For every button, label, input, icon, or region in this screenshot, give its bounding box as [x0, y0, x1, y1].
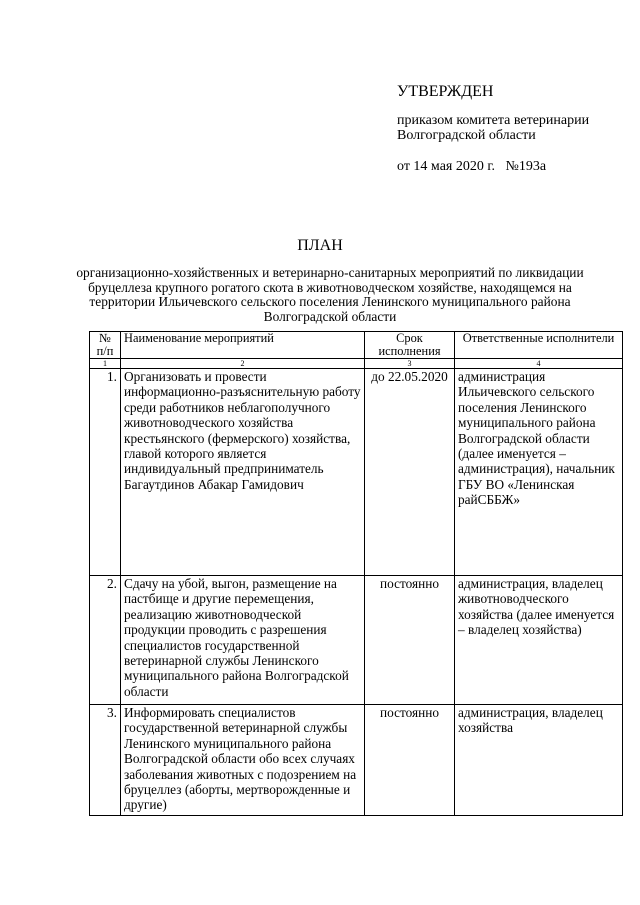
- approval-date: от 14 мая 2020 г. №193а: [397, 159, 547, 174]
- row-num: 1.: [90, 369, 121, 576]
- column-number: 3: [365, 359, 455, 369]
- row-num: 3.: [90, 705, 121, 816]
- table-row: [90, 369, 623, 576]
- row-resp: администрация, владелец животноводческого хозяйства (далее именуется – владелец хозяйства): [455, 576, 623, 705]
- approval-block: [397, 82, 627, 175]
- plan-subtitle: организационно-хозяйственных и ветеринарно-санитарных мероприятий по ликвидации бруцеллеза крупного рогатого скота в животноводческом хозяйстве, находящемся на территории Ильичевского сельского поселения Ленинского муниципального района Волгоградской области: [76, 265, 584, 324]
- row-name: Организовать и провести информационно-разъяснительную работу среди работников неблагополучного животноводческого хозяйства крестьянского (фермерского) хозяйства, главой которого является индивидуальный предприниматель Багаутдинов Абакар Гамидович: [121, 369, 365, 576]
- header-resp: Ответственные исполнители: [455, 332, 623, 359]
- row-name: Информировать специалистов государственной ветеринарной службы Ленинского муниципального района Волгоградской области обо всех случаях заболевания животных с подозрением на бруцеллез (аборты, мертворожденные и другие): [121, 705, 365, 816]
- approval-order: [397, 113, 627, 143]
- row-resp: администрация, владелец хозяйства: [455, 705, 623, 816]
- approval-order-line-2: Волгоградской области: [397, 128, 536, 143]
- header-name: Наименование мероприятий: [121, 332, 365, 359]
- approval-title: УТВЕРЖДЕН: [397, 83, 494, 100]
- row-num: 2.: [90, 576, 121, 705]
- column-number: 2: [121, 359, 365, 369]
- header-term: Срок исполнения: [365, 332, 455, 359]
- table-header-row: [90, 332, 623, 359]
- row-term: постоянно: [365, 705, 455, 816]
- row-resp: администрация Ильичевского сельского поселения Ленинского муниципального района Волгоградской области (далее именуется – администрация), начальник ГБУ ВО «Ленинская райСББЖ»: [455, 369, 623, 576]
- row-term: до 22.05.2020: [365, 369, 455, 576]
- row-term: постоянно: [365, 576, 455, 705]
- table-row: [90, 576, 623, 705]
- plan-table: [89, 331, 623, 816]
- column-number: 4: [455, 359, 623, 369]
- column-number: 1: [90, 359, 121, 369]
- approval-order-line-1: приказом комитета ветеринарии: [397, 113, 590, 128]
- table-row: [90, 705, 623, 816]
- row-name: Сдачу на убой, выгон, размещение на пастбище и другие перемещения, реализацию животноводческой продукции проводить с разрешения специалистов государственной ветеринарной службы Ленинского муниципального района Волгоградской области: [121, 576, 365, 705]
- header-num: № п/п: [90, 332, 121, 359]
- column-number-row: [90, 359, 623, 369]
- plan-title: ПЛАН: [297, 237, 343, 254]
